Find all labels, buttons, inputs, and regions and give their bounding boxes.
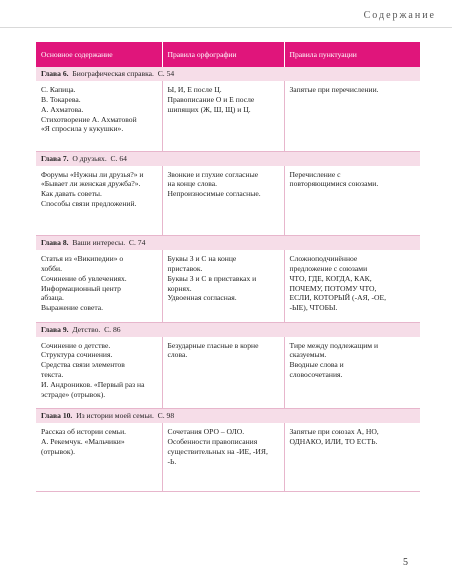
chapter-row [36,151,420,166]
chapter-page: С. 86 [104,324,121,334]
content-line: Способы связи предложений. [41,199,137,209]
content-line: Стихотворение А. Ахматовой [41,114,137,124]
chapter-page: С. 98 [157,411,175,421]
content-line: эстраде» (отрывок). [41,389,106,399]
content-cell [36,423,162,491]
spelling-line: -Ь. [167,456,177,466]
content-line: Статья из «Википедии» о [41,254,124,263]
spelling-line: Сочетания ОРО – ОЛО. [167,427,245,436]
spelling-line: слова. [167,350,188,360]
content-line: Информационный центр [41,283,121,293]
punctuation-line: Вводные слова и [289,360,344,370]
chapter-number: Глава 9. [41,324,69,334]
content-line: Структура сочинения. [41,350,113,360]
content-line: текста. [41,370,64,380]
content-line: Средства связи элементов [41,360,125,370]
content-line: «Я спросила у кукушки». [41,124,124,134]
chapter-row [36,409,420,424]
content-line: Сочинение о детстве. [41,340,111,350]
punctuation-line: повторяющимися союзами. [289,179,379,189]
punctuation-line: ЕСЛИ, КОТОРЫЙ (-АЯ, -ОЕ, [289,293,387,303]
content-line: И. Андроников. «Первый раз на [41,379,145,389]
content-line: Выражение совета. [41,303,104,313]
spelling-cell [162,423,284,491]
header-spelling-rules: Правила орфографии [162,42,284,67]
chapter-page: С. 54 [157,69,175,79]
chapter-title: Биографическая справка. [72,69,154,79]
content-line: А. Рекемчук. «Мальчики» [41,436,125,446]
chapter-heading [36,322,420,337]
chapter-title: Ваши интересы. [72,238,126,248]
chapter-content-row [36,423,420,491]
header-main-content: Основное содержание [36,42,162,67]
content-cell [36,337,162,409]
punctuation-line: -ЫЕ), ЧТОБЫ. [289,303,338,313]
chapter-number: Глава 7. [41,153,69,163]
spelling-line: Безударные гласные в корне [167,340,259,350]
chapter-number: Глава 6. [41,69,69,79]
content-line: В. Токарева. [41,94,81,104]
table-body [36,67,420,491]
spelling-line: корнях. [167,283,192,293]
punctuation-line: сказуемым. [289,350,327,360]
page-number: 5 [403,557,408,568]
content-line: «Бывает ли женская дружба?». [41,179,141,189]
content-line: Как давать советы. [41,189,102,199]
chapter-number: Глава 8. [41,238,69,248]
punctuation-line: предложение с союзами [289,263,368,273]
content-cell [36,81,162,151]
page-title: Содержание [363,10,436,21]
content-cell [36,250,162,322]
spelling-line: Удвоенная согласная. [167,293,237,303]
chapter-row [36,236,420,251]
punctuation-line: Сложноподчинённое [289,254,358,263]
spelling-line: шипящих (Ж, Ш, Щ) и Ц. [167,104,251,114]
chapter-title: Детство. [72,324,101,334]
spelling-line: Особенности правописания [167,436,258,446]
spelling-cell [162,337,284,409]
punctuation-line: Перечисление с [289,169,341,179]
punctuation-line: ЧТО, ГДЕ, КОГДА, КАК, [289,273,372,283]
chapter-content-row [36,166,420,236]
spelling-line: на конце слова. [167,179,218,189]
spelling-line: приставок. [167,263,203,273]
punctuation-cell [284,423,420,491]
punctuation-line: словосочетания. [289,370,343,380]
spelling-line: Буквы З и С на конце [167,254,237,263]
content-line: С. Капица. [41,85,76,94]
chapter-heading [36,409,420,424]
contents-table [36,42,420,492]
content-line: Рассказ об истории семьи. [41,427,127,436]
punctuation-cell [284,81,420,151]
punctuation-line: ПОЧЕМУ, ПОТОМУ ЧТО, [289,283,377,293]
content-line: Форумы «Нужны ли друзья?» и [41,169,144,179]
punctuation-line: Запятые при перечислении. [289,85,379,94]
chapter-content-row [36,337,420,409]
chapter-heading [36,236,420,251]
content-cell [36,166,162,236]
punctuation-cell [284,250,420,322]
punctuation-cell [284,166,420,236]
spelling-cell [162,166,284,236]
spelling-line: Буквы З и С в приставках и [167,273,257,283]
chapter-heading [36,151,420,166]
chapter-title: О друзьях. [72,153,107,163]
chapter-row [36,322,420,337]
spelling-line: Ы, И, Е после Ц. [167,85,222,94]
spelling-line: Звонкие и глухие согласные [167,169,259,179]
chapter-number: Глава 10. [41,411,73,421]
punctuation-line: Тире между подлежащим и [289,340,379,350]
chapter-title: Из истории моей семьи. [76,411,154,421]
spelling-cell [162,250,284,322]
chapter-content-row [36,250,420,322]
spelling-line: Непроизносимые согласные. [167,189,261,199]
chapter-heading [36,67,420,81]
punctuation-line: Запятые при союзах А, НО, [289,427,379,436]
chapter-page: С. 64 [110,153,127,163]
content-line: (отрывок). [41,446,75,456]
spelling-cell [162,81,284,151]
chapter-content-row [36,81,420,151]
header-punctuation-rules: Правила пунктуации [284,42,420,67]
chapter-row [36,67,420,81]
table-header-row [36,42,420,67]
header-divider [0,27,452,28]
spelling-line: существительных на -ИЕ, -ИЯ, [167,446,268,456]
punctuation-line: ОДНАКО, ИЛИ, ТО ЕСТЬ. [289,436,378,446]
content-line: абзаца. [41,293,64,303]
content-line: Сочинение об увлечениях. [41,273,127,283]
chapter-page: С. 74 [128,238,146,248]
punctuation-cell [284,337,420,409]
content-line: А. Ахматова. [41,104,84,114]
spelling-line: Правописание О и Е после [167,94,255,104]
content-line: хобби. [41,263,62,273]
